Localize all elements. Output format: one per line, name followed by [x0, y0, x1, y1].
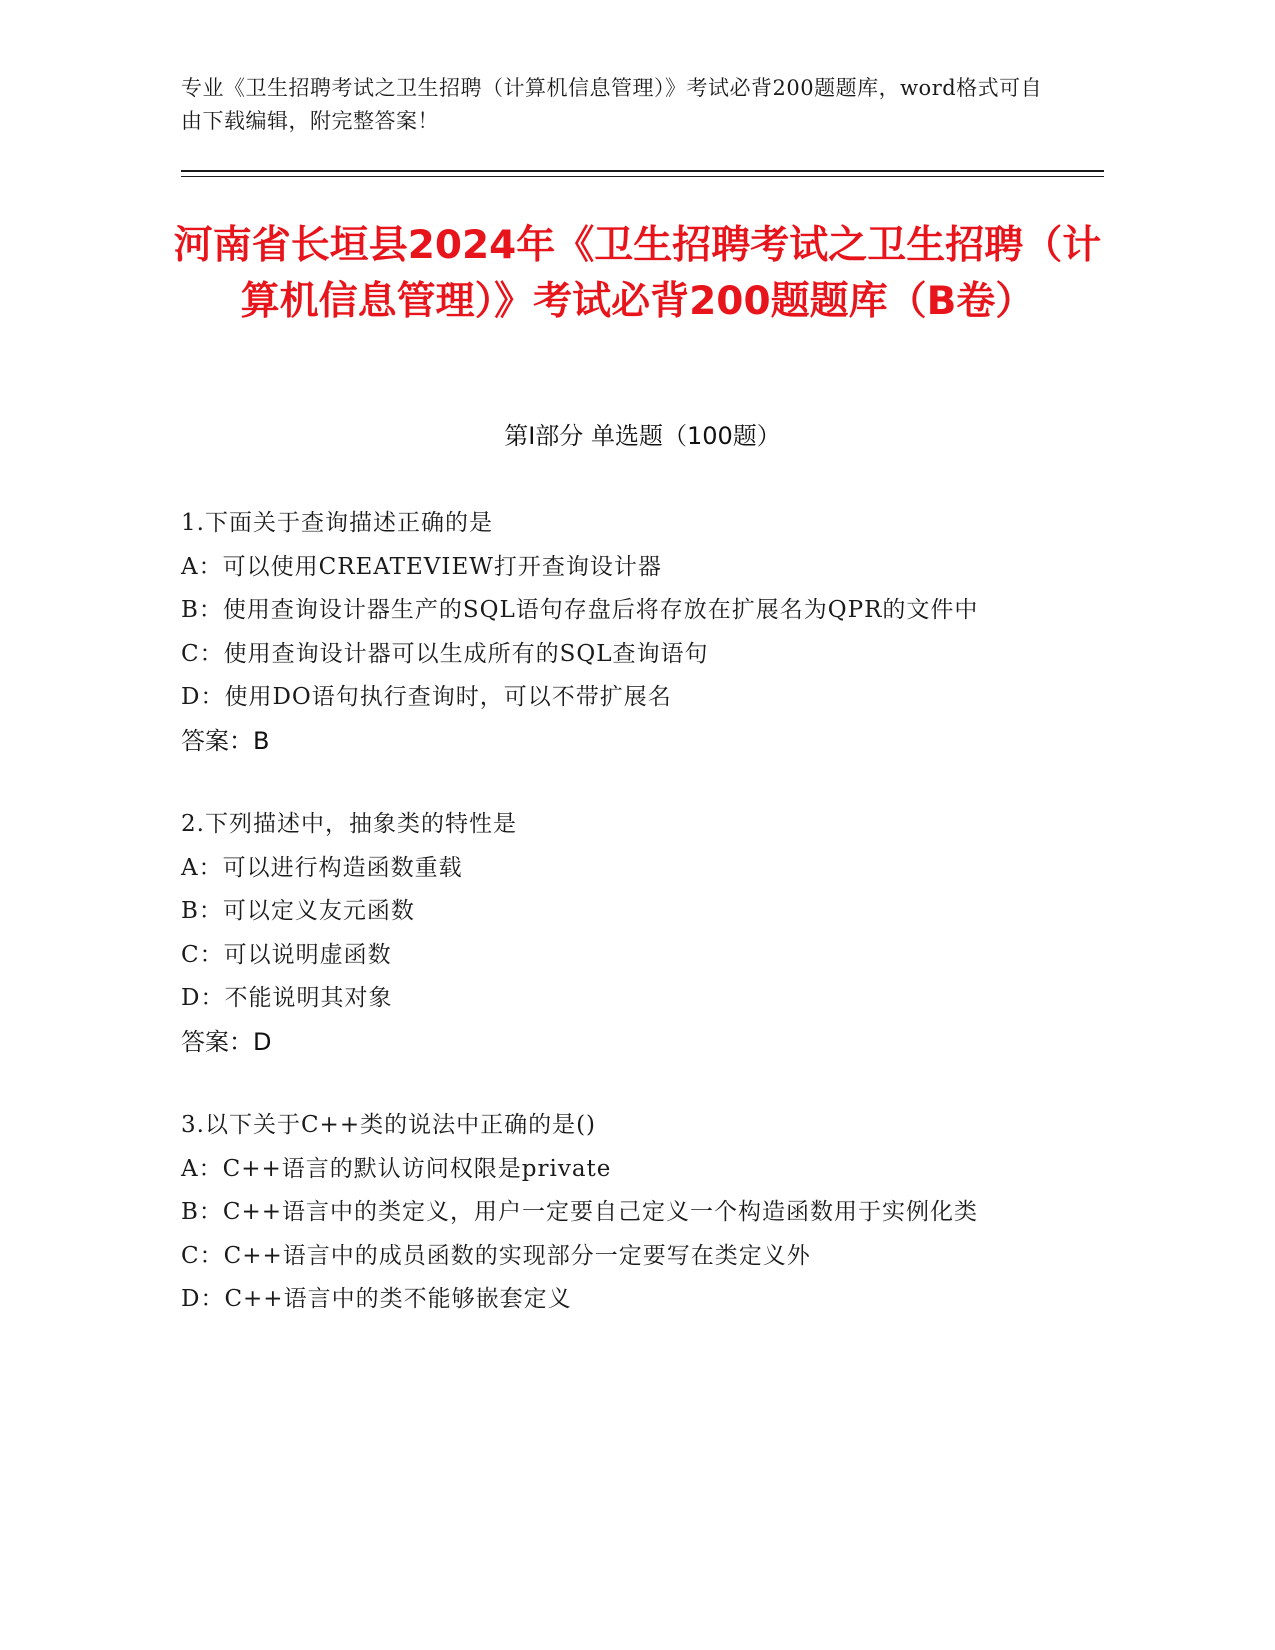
question-stem: 2.下列描述中，抽象类的特性是: [181, 811, 517, 837]
option-b: B：可以定义友元函数: [181, 898, 415, 924]
option-b: B：C++语言中的类定义，用户一定要自己定义一个构造函数用于实例化类: [181, 1199, 979, 1225]
option-c: C：可以说明虚函数: [181, 941, 392, 968]
option-c: C：使用查询设计器可以生成所有的SQL查询语句: [181, 640, 709, 667]
header-note: 专业《卫生招聘考试之卫生招聘（计算机信息管理）》考试必背200题题库，word格式可自由下载编辑，附完整答案！: [181, 76, 1043, 133]
question-list: [181, 502, 1041, 1362]
answer-label: 答案：D: [181, 1027, 272, 1056]
option-d: D：使用DO语句执行查询时，可以不带扩展名: [181, 684, 672, 710]
header-divider-thick: [181, 170, 1104, 172]
header-divider-thin: [181, 176, 1104, 177]
option-c: C：C++语言中的成员函数的实现部分一定要写在类定义外: [181, 1242, 811, 1269]
document-title: 河南省长垣县2024年《卫生招聘考试之卫生招聘（计算机信息管理）》考试必背200题题库（B卷）: [173, 223, 1102, 324]
option-a: A：C++语言的默认访问权限是private: [181, 1155, 612, 1182]
question-1: [181, 502, 1041, 763]
option-b: B：使用查询设计器生产的SQL语句存盘后将存放在扩展名为QPR的文件中: [181, 597, 979, 623]
question-stem: 3.以下关于C++类的说法中正确的是(): [181, 1112, 597, 1138]
question-stem: 1.下面关于查询描述正确的是: [181, 510, 493, 536]
question-2: [181, 803, 1041, 1064]
answer-label: 答案：B: [181, 726, 270, 755]
option-d: D：不能说明其对象: [181, 985, 393, 1011]
section-title: 第Ⅰ部分 单选题（100题）: [504, 422, 781, 450]
question-3: [181, 1104, 1041, 1322]
option-d: D：C++语言中的类不能够嵌套定义: [181, 1286, 572, 1312]
option-a: A：可以进行构造函数重载: [181, 854, 463, 881]
option-a: A：可以使用CREATEVIEW打开查询设计器: [181, 553, 662, 580]
